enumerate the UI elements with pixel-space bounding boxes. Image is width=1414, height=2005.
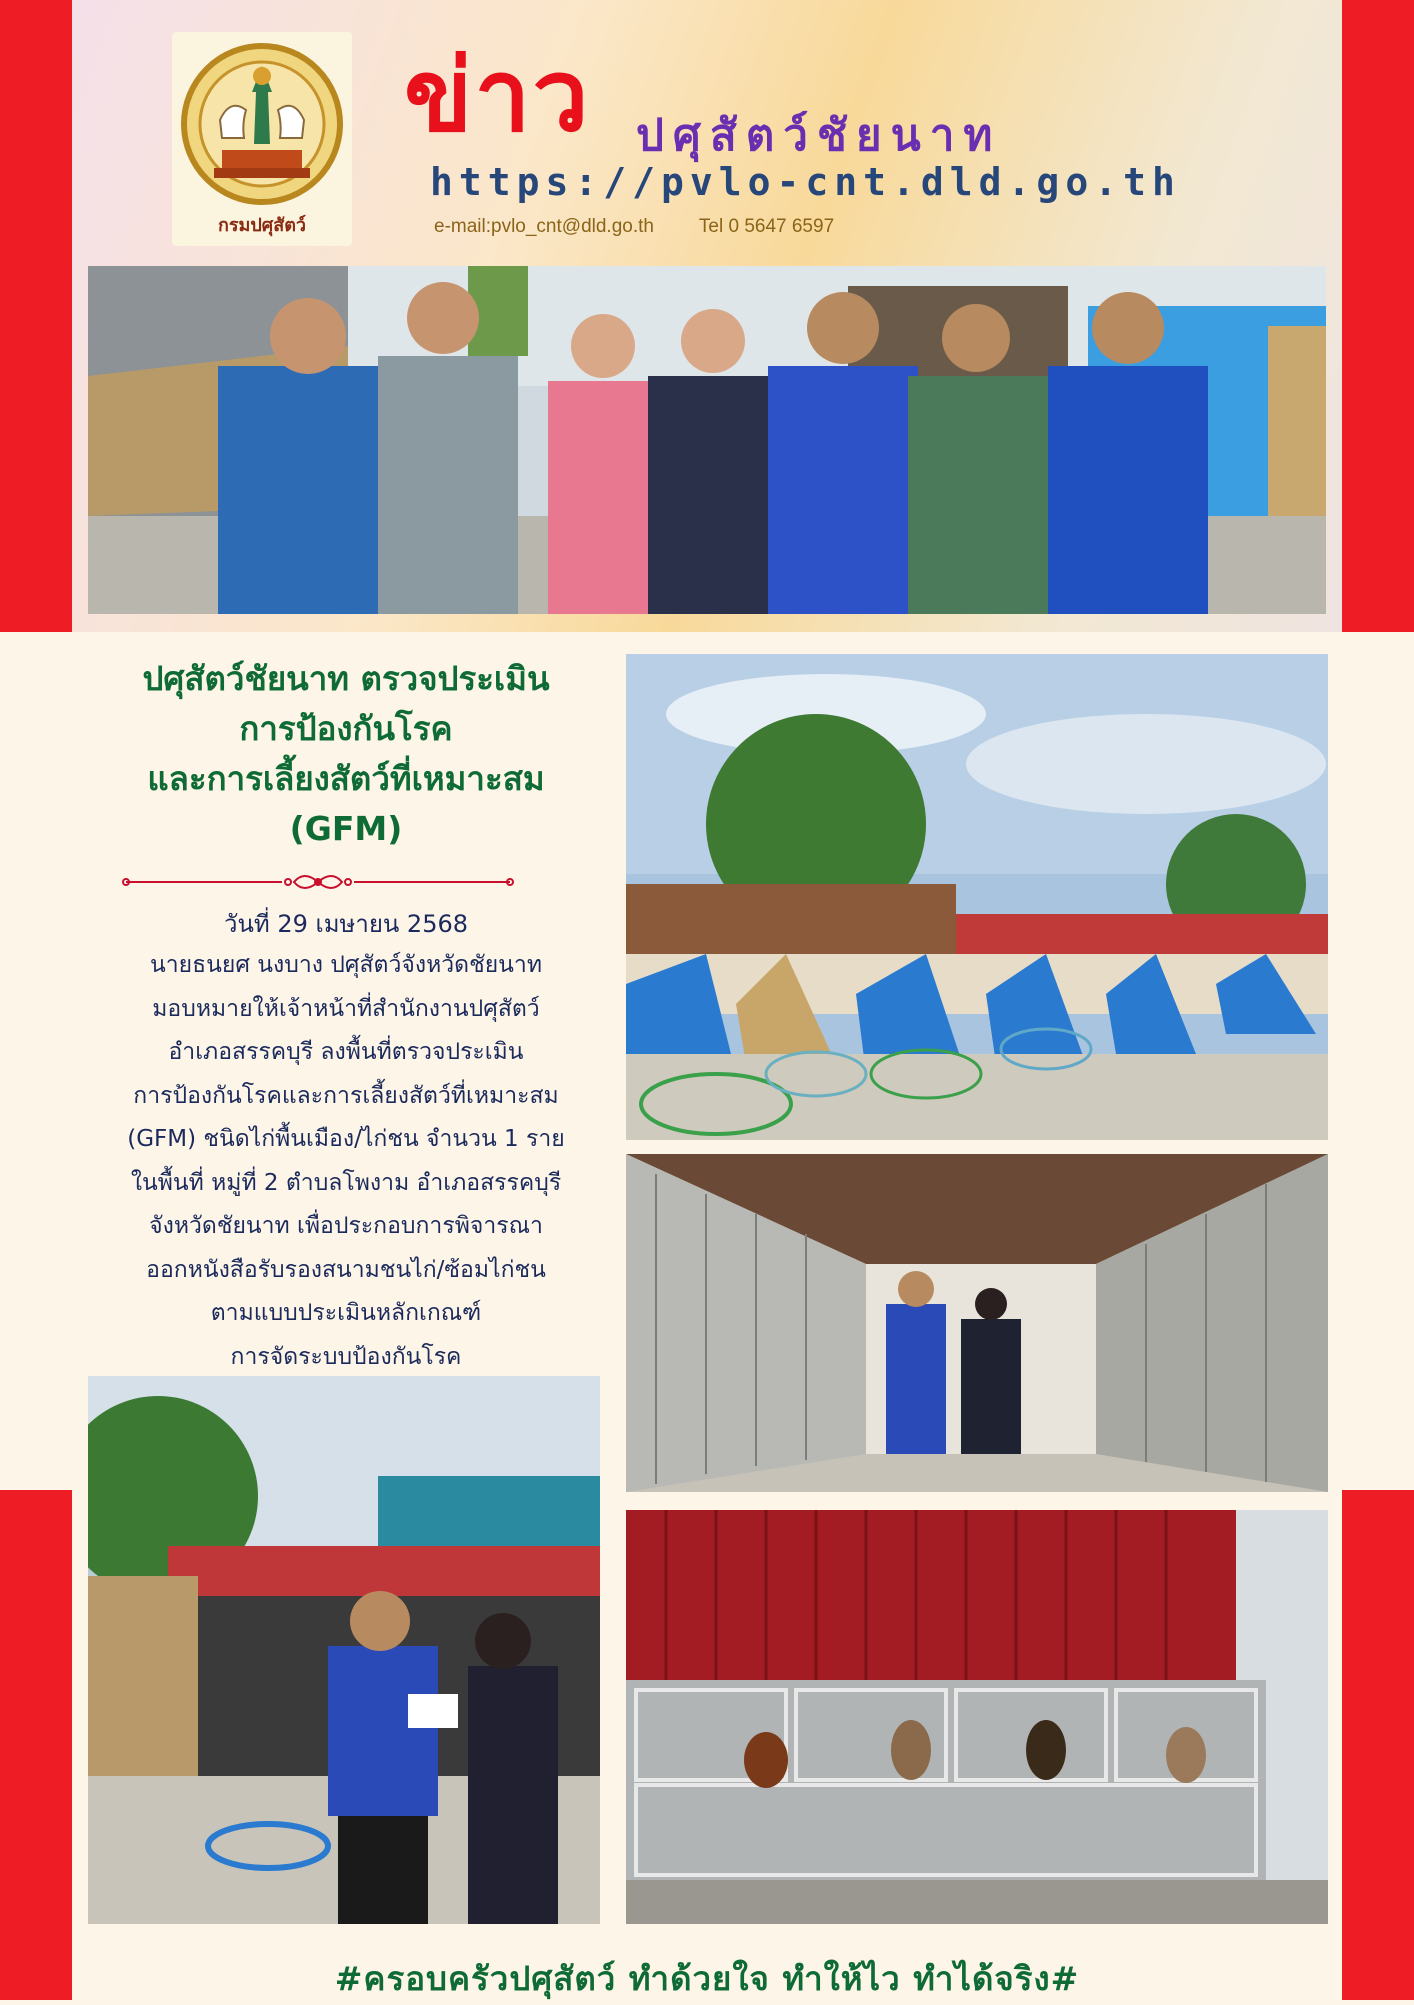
body-line: ออกหนังสือรับรองสนามชนไก่/ซ้อมไก่ชน xyxy=(146,1256,546,1283)
body-line: (GFM) ชนิดไก่พื้นเมือง/ไก่ชน จำนวน 1 ราย xyxy=(127,1126,565,1152)
inspection-photo xyxy=(88,1376,600,1924)
right-red-band-bottom xyxy=(1342,1490,1414,2000)
article-headline xyxy=(96,654,596,854)
left-red-band-bottom xyxy=(0,1490,72,2000)
contact-line xyxy=(434,216,874,238)
body-line: การป้องกันโรคและการเลี้ยงสัตว์ที่เหมาะสม xyxy=(133,1082,559,1109)
body-line: จังหวัดชัยนาท เพื่อประกอบการพิจารณา xyxy=(149,1213,543,1239)
email-text[interactable]: e-mail:pvlo_cnt@dld.go.th xyxy=(434,216,654,237)
office-title: ปศุสัตว์ชัยนาท xyxy=(636,110,1002,161)
department-logo xyxy=(172,32,352,246)
left-red-band-top xyxy=(0,0,72,632)
website-url[interactable]: https://pvlo-cnt.dld.go.th xyxy=(430,160,1181,204)
logo-caption: กรมปศุสัตว์ xyxy=(217,215,307,236)
headline-line: และการเลี้ยงสัตว์ที่เหมาะสม xyxy=(147,759,545,798)
phone-text: Tel 0 5647 6597 xyxy=(698,216,835,237)
coop-yard-photo xyxy=(626,654,1328,1140)
article-body xyxy=(80,944,612,1379)
news-title: ข่าว xyxy=(404,37,591,154)
article-date: วันที่ 29 เมษายน 2568 xyxy=(224,910,468,938)
body-line: ตามแบบประเมินหลักเกณฑ์ xyxy=(210,1300,482,1326)
right-red-band-top xyxy=(1342,0,1414,632)
headline-line: ปศุสัตว์ชัยนาท ตรวจประเมิน xyxy=(142,659,550,698)
group-photo xyxy=(88,266,1326,614)
ornament-divider xyxy=(122,870,514,894)
corridor-photo xyxy=(626,1154,1328,1492)
cages-photo xyxy=(626,1510,1328,1924)
footer-slogan: #ครอบครัวปศุสัตว์ ทำด้วยใจ ทำให้ไว ทำได้จริง# xyxy=(334,1959,1080,1998)
headline-line: (GFM) xyxy=(289,809,403,848)
body-line: การจัดระบบป้องกันโรค xyxy=(230,1343,462,1370)
body-line: นายธนยศ นงบาง ปศุสัตว์จังหวัดชัยนาท xyxy=(150,952,542,978)
body-line: ในพื้นที่ หมู่ที่ 2 ตำบลโพงาม อำเภอสรรคบุรี xyxy=(130,1169,562,1196)
body-line: มอบหมายให้เจ้าหน้าที่สำนักงานปศุสัตว์ xyxy=(152,995,540,1022)
headline-line: การป้องกันโรค xyxy=(239,709,453,748)
body-line: อำเภอสรรคบุรี ลงพื้นที่ตรวจประเมิน xyxy=(168,1039,524,1065)
